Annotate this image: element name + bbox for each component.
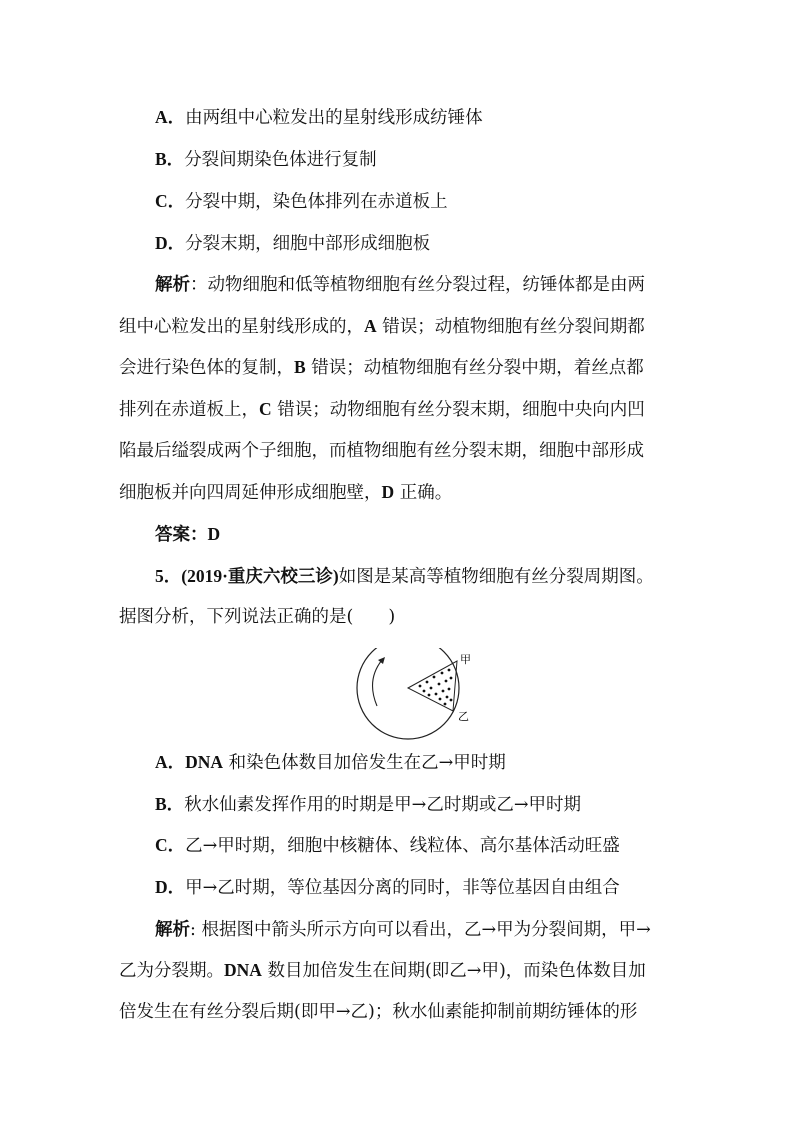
label-yi: 乙 (458, 710, 469, 723)
cell-cycle-svg (350, 648, 490, 758)
q4-analysis-line-2: 组中心粒发出的星射线形成的，A 错误；动植物细胞有丝分裂间期都 (119, 316, 645, 337)
q4-analysis-line-1: 解析：动物细胞和低等植物细胞有丝分裂过程，纺锤体都是由两 (155, 274, 645, 295)
q4-option-b: B．分裂间期染色体进行复制 (155, 149, 377, 170)
sector-dots (419, 669, 453, 706)
cell-cycle-diagram (350, 648, 490, 758)
label-jia: 甲 (460, 653, 471, 666)
cycle-direction-arrow (373, 660, 382, 706)
q4-answer: 答案：D (155, 524, 221, 544)
q4-analysis-line-5: 陷最后缢裂成两个子细胞，而植物细胞有丝分裂末期，细胞中部形成 (119, 441, 644, 461)
q4-analysis-line-4: 排列在赤道板上，C 错误；动物细胞有丝分裂末期，细胞中央向内凹 (119, 399, 645, 420)
arrow-head (378, 657, 385, 664)
q5-analysis-line-3: 倍发生在有丝分裂后期(即甲→乙)；秋水仙素能抑制前期纺锤体的形 (119, 1002, 638, 1022)
q5-stem-line-1: 5．(2019·重庆六校三诊)如图是某高等植物细胞有丝分裂周期图。 (155, 566, 654, 587)
q5-option-a: A．DNA 和染色体数目加倍发生在乙→甲时期 (155, 752, 506, 773)
q4-option-a: A．由两组中心粒发出的星射线形成纺锤体 (155, 107, 483, 128)
q4-option-c: C．分裂中期，染色体排列在赤道板上 (155, 191, 448, 212)
cycle-circle (357, 648, 459, 739)
sector-triangle (408, 661, 457, 711)
q4-option-d: D．分裂末期，细胞中部形成细胞板 (155, 233, 431, 254)
q4-analysis-line-6: 细胞板并向四周延伸形成细胞壁，D 正确。 (119, 482, 453, 503)
q5-analysis-line-1: 解析: 根据图中箭头所示方向可以看出，乙→甲为分裂间期，甲→ (155, 919, 651, 940)
q5-stem-line-2: 据图分析，下列说法正确的是( ) (119, 607, 396, 627)
q4-analysis-line-3: 会进行染色体的复制，B 错误；动植物细胞有丝分裂中期，着丝点都 (119, 357, 644, 378)
q5-option-b: B．秋水仙素发挥作用的时期是甲→乙时期或乙→甲时期 (155, 794, 582, 815)
q5-option-c: C．乙→甲时期，细胞中核糖体、线粒体、高尔基体活动旺盛 (155, 835, 620, 856)
q5-option-d: D．甲→乙时期，等位基因分离的同时，非等位基因自由组合 (155, 877, 620, 898)
q5-analysis-line-2: 乙为分裂期。DNA 数目加倍发生在间期(即乙→甲)，而染色体数目加 (119, 960, 646, 981)
